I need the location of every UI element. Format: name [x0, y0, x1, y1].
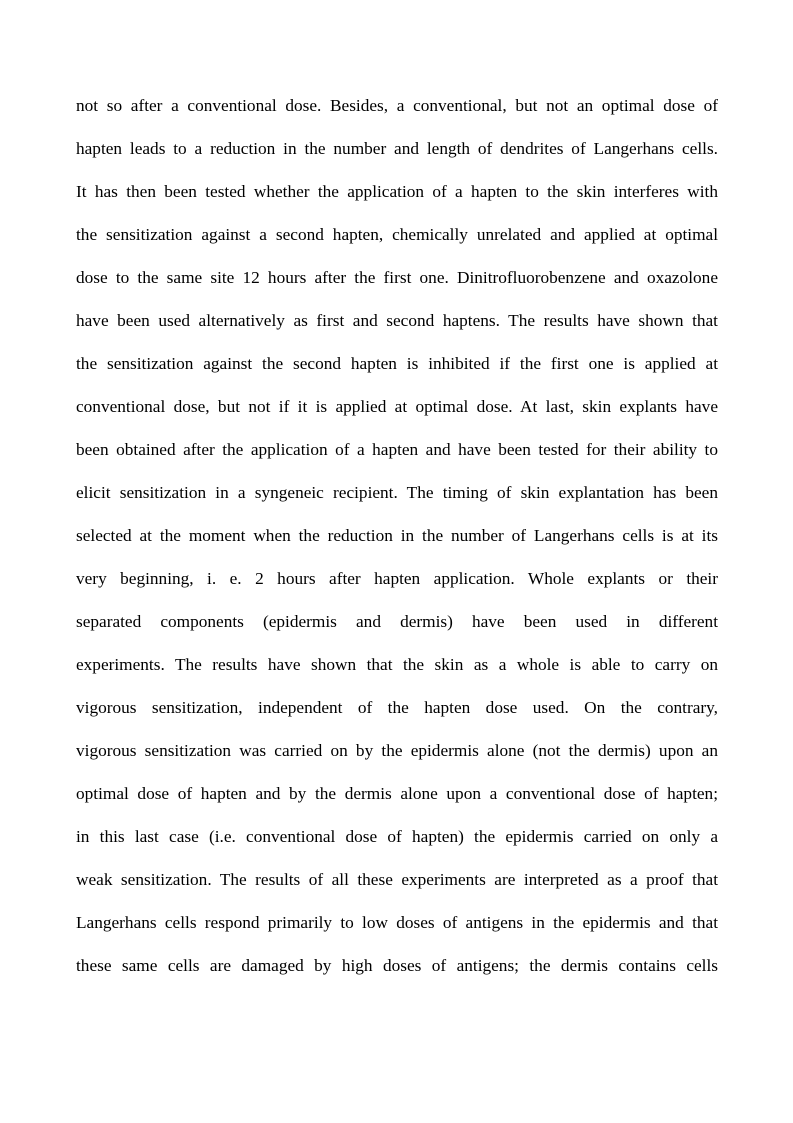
text-line: dose to the same site 12 hours after the first one. Dinitrofluorobenzene and oxazolone [76, 268, 718, 287]
text-line: the sensitization against a second hapten, chemically unrelated and applied at optimal [76, 225, 718, 244]
text-line: these same cells are damaged by high doses of antigens; the dermis contains cells [76, 956, 718, 975]
body-paragraph [76, 91, 718, 994]
text-line: conventional dose, but not if it is applied at optimal dose. At last, skin explants have [76, 397, 718, 416]
text-line: experiments. The results have shown that the skin as a whole is able to carry on [76, 655, 718, 674]
text-line: Langerhans cells respond primarily to low doses of antigens in the epidermis and that [76, 913, 718, 932]
text-line: very beginning, i. e. 2 hours after hapten application. Whole explants or their [76, 569, 718, 588]
text-line: selected at the moment when the reduction in the number of Langerhans cells is at its [76, 526, 718, 545]
text-line: optimal dose of hapten and by the dermis alone upon a conventional dose of hapten; [76, 784, 718, 803]
text-line: separated components (epidermis and dermis) have been used in different [76, 612, 718, 631]
text-line: been obtained after the application of a hapten and have been tested for their ability to [76, 440, 718, 459]
text-line: hapten leads to a reduction in the number and length of dendrites of Langerhans cells. [76, 139, 718, 158]
text-line: not so after a conventional dose. Besides, a conventional, but not an optimal dose of [76, 96, 718, 115]
text-line: have been used alternatively as first and second haptens. The results have shown that [76, 311, 718, 330]
text-line: weak sensitization. The results of all these experiments are interpreted as a proof that [76, 870, 718, 889]
text-line: the sensitization against the second hapten is inhibited if the first one is applied at [76, 354, 718, 373]
text-line: elicit sensitization in a syngeneic recipient. The timing of skin explantation has been [76, 483, 718, 502]
text-line: in this last case (i.e. conventional dose of hapten) the epidermis carried on only a [76, 827, 718, 846]
text-line: vigorous sensitization, independent of the hapten dose used. On the contrary, [76, 698, 718, 717]
text-line: It has then been tested whether the application of a hapten to the skin interferes with [76, 182, 718, 201]
text-line: vigorous sensitization was carried on by the epidermis alone (not the dermis) upon an [76, 741, 718, 760]
